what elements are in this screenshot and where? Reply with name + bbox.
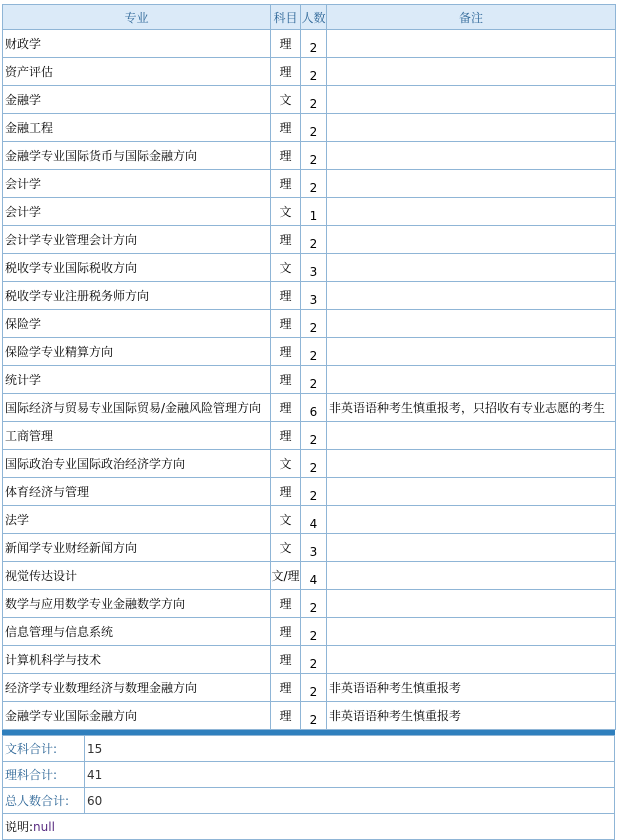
remark-cell xyxy=(327,646,616,674)
major-cell: 金融学专业国际货币与国际金融方向 xyxy=(3,142,271,170)
table-row xyxy=(3,506,616,534)
table-row xyxy=(3,254,616,282)
count-cell: 2 xyxy=(301,646,327,674)
table-row xyxy=(3,30,616,58)
table-row xyxy=(3,310,616,338)
subject-cell: 理 xyxy=(271,310,301,338)
count-cell: 2 xyxy=(301,422,327,450)
count-cell: 1 xyxy=(301,198,327,226)
count-cell: 2 xyxy=(301,590,327,618)
subject-cell: 理 xyxy=(271,674,301,702)
note-cell xyxy=(3,814,615,840)
header-remark: 备注 xyxy=(327,5,616,30)
subject-cell: 文 xyxy=(271,86,301,114)
table-row xyxy=(3,646,616,674)
major-cell: 资产评估 xyxy=(3,58,271,86)
arts-total-label: 文科合计: xyxy=(3,736,85,762)
remark-cell xyxy=(327,310,616,338)
major-cell: 数学与应用数学专业金融数学方向 xyxy=(3,590,271,618)
count-cell: 3 xyxy=(301,254,327,282)
table-row xyxy=(3,394,616,422)
table-row xyxy=(3,450,616,478)
major-cell: 经济学专业数理经济与数理金融方向 xyxy=(3,674,271,702)
major-cell: 国际经济与贸易专业国际贸易/金融风险管理方向 xyxy=(3,394,271,422)
table-row xyxy=(3,198,616,226)
subject-cell: 理 xyxy=(271,590,301,618)
remark-cell: 非英语语种考生慎重报考 xyxy=(327,702,616,730)
major-cell: 工商管理 xyxy=(3,422,271,450)
summary-row-arts xyxy=(3,736,615,762)
count-cell: 3 xyxy=(301,282,327,310)
remark-cell xyxy=(327,170,616,198)
subject-cell: 理 xyxy=(271,702,301,730)
remark-cell: 非英语语种考生慎重报考，只招收有专业志愿的考生 xyxy=(327,394,616,422)
remark-cell xyxy=(327,198,616,226)
subject-cell: 文 xyxy=(271,254,301,282)
remark-cell xyxy=(327,86,616,114)
subject-cell: 文 xyxy=(271,450,301,478)
subject-cell: 理 xyxy=(271,478,301,506)
subject-cell: 理 xyxy=(271,646,301,674)
remark-cell xyxy=(327,58,616,86)
major-cell: 国际政治专业国际政治经济学方向 xyxy=(3,450,271,478)
count-cell: 2 xyxy=(301,226,327,254)
table-row xyxy=(3,114,616,142)
table-row xyxy=(3,674,616,702)
count-cell: 2 xyxy=(301,338,327,366)
major-cell: 保险学专业精算方向 xyxy=(3,338,271,366)
table-row xyxy=(3,58,616,86)
note-value: null xyxy=(33,820,55,834)
subject-cell: 理 xyxy=(271,170,301,198)
summary-table xyxy=(2,735,615,840)
count-cell: 6 xyxy=(301,394,327,422)
remark-cell xyxy=(327,590,616,618)
table-row xyxy=(3,534,616,562)
header-subject: 科目 xyxy=(271,5,301,30)
count-cell: 2 xyxy=(301,58,327,86)
remark-cell xyxy=(327,450,616,478)
header-major: 专业 xyxy=(3,5,271,30)
remark-cell xyxy=(327,478,616,506)
subject-cell: 理 xyxy=(271,142,301,170)
admissions-table xyxy=(2,4,616,730)
subject-cell: 理 xyxy=(271,338,301,366)
major-cell: 金融学专业国际金融方向 xyxy=(3,702,271,730)
subject-cell: 理 xyxy=(271,394,301,422)
major-cell: 会计学专业管理会计方向 xyxy=(3,226,271,254)
count-cell: 2 xyxy=(301,674,327,702)
major-cell: 会计学 xyxy=(3,198,271,226)
table-row xyxy=(3,282,616,310)
subject-cell: 理 xyxy=(271,58,301,86)
count-cell: 2 xyxy=(301,170,327,198)
remark-cell xyxy=(327,422,616,450)
count-cell: 2 xyxy=(301,86,327,114)
arts-total-value: 15 xyxy=(85,736,615,762)
subject-cell: 文 xyxy=(271,198,301,226)
major-cell: 法学 xyxy=(3,506,271,534)
major-cell: 视觉传达设计 xyxy=(3,562,271,590)
major-cell: 新闻学专业财经新闻方向 xyxy=(3,534,271,562)
remark-cell xyxy=(327,30,616,58)
major-cell: 金融工程 xyxy=(3,114,271,142)
table-row xyxy=(3,226,616,254)
table-row xyxy=(3,142,616,170)
count-cell: 2 xyxy=(301,618,327,646)
count-cell: 4 xyxy=(301,562,327,590)
count-cell: 2 xyxy=(301,310,327,338)
table-row xyxy=(3,338,616,366)
count-cell: 2 xyxy=(301,450,327,478)
remark-cell xyxy=(327,142,616,170)
remark-cell xyxy=(327,562,616,590)
grand-total-value: 60 xyxy=(85,788,615,814)
major-cell: 信息管理与信息系统 xyxy=(3,618,271,646)
subject-cell: 文 xyxy=(271,506,301,534)
table-header-row xyxy=(3,5,616,30)
major-cell: 保险学 xyxy=(3,310,271,338)
subject-cell: 理 xyxy=(271,114,301,142)
count-cell: 2 xyxy=(301,30,327,58)
note-label: 说明: xyxy=(5,820,34,834)
major-cell: 体育经济与管理 xyxy=(3,478,271,506)
table-row xyxy=(3,422,616,450)
admissions-table-container xyxy=(2,4,615,840)
science-total-label: 理科合计: xyxy=(3,762,85,788)
table-row xyxy=(3,86,616,114)
table-row xyxy=(3,590,616,618)
subject-cell: 文/理 xyxy=(271,562,301,590)
count-cell: 2 xyxy=(301,366,327,394)
major-cell: 税收学专业注册税务师方向 xyxy=(3,282,271,310)
count-cell: 2 xyxy=(301,142,327,170)
table-row xyxy=(3,618,616,646)
major-cell: 金融学 xyxy=(3,86,271,114)
remark-cell xyxy=(327,114,616,142)
subject-cell: 理 xyxy=(271,366,301,394)
major-cell: 财政学 xyxy=(3,30,271,58)
subject-cell: 理 xyxy=(271,422,301,450)
remark-cell xyxy=(327,506,616,534)
summary-row-note xyxy=(3,814,615,840)
count-cell: 2 xyxy=(301,114,327,142)
table-row xyxy=(3,702,616,730)
major-cell: 统计学 xyxy=(3,366,271,394)
subject-cell: 理 xyxy=(271,282,301,310)
remark-cell xyxy=(327,618,616,646)
header-count: 人数 xyxy=(301,5,327,30)
remark-cell xyxy=(327,534,616,562)
remark-cell xyxy=(327,338,616,366)
remark-cell xyxy=(327,366,616,394)
table-row xyxy=(3,366,616,394)
major-cell: 税收学专业国际税收方向 xyxy=(3,254,271,282)
major-cell: 计算机科学与技术 xyxy=(3,646,271,674)
remark-cell xyxy=(327,254,616,282)
grand-total-label: 总人数合计: xyxy=(3,788,85,814)
summary-row-total xyxy=(3,788,615,814)
subject-cell: 理 xyxy=(271,226,301,254)
table-row xyxy=(3,170,616,198)
table-row xyxy=(3,478,616,506)
subject-cell: 理 xyxy=(271,618,301,646)
count-cell: 2 xyxy=(301,702,327,730)
subject-cell: 文 xyxy=(271,534,301,562)
count-cell: 3 xyxy=(301,534,327,562)
count-cell: 4 xyxy=(301,506,327,534)
subject-cell: 理 xyxy=(271,30,301,58)
summary-row-science xyxy=(3,762,615,788)
remark-cell: 非英语语种考生慎重报考 xyxy=(327,674,616,702)
count-cell: 2 xyxy=(301,478,327,506)
table-row xyxy=(3,562,616,590)
science-total-value: 41 xyxy=(85,762,615,788)
major-cell: 会计学 xyxy=(3,170,271,198)
remark-cell xyxy=(327,282,616,310)
remark-cell xyxy=(327,226,616,254)
